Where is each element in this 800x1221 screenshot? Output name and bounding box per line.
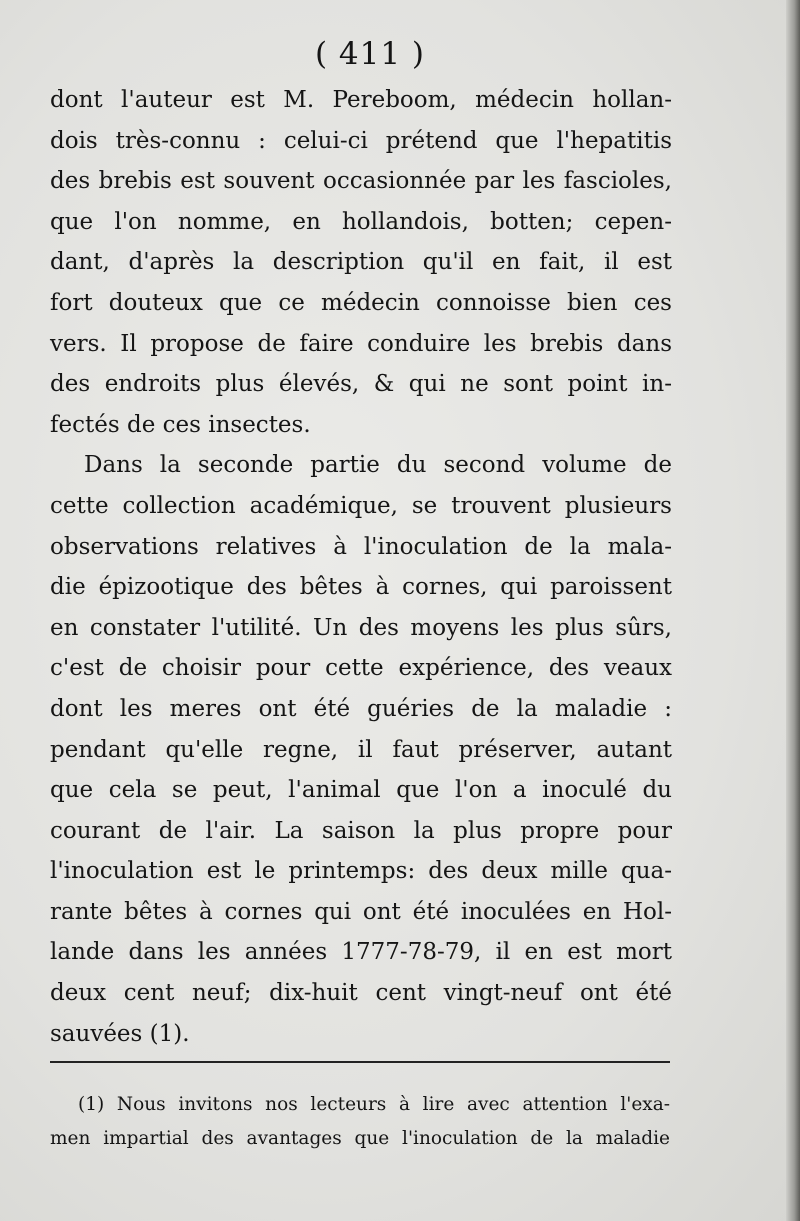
page-number: ( 411 ) [314,36,426,72]
text-line: en constater l'utilité. Un des moyens les plus sûrs, [50,614,672,641]
text-line: dont les meres ont été guéries de la maladie : [50,695,672,722]
text-line: courant de l'air. La saison la plus propre pour [50,817,672,844]
text-line: que cela se peut, l'animal que l'on a inoculé du [50,777,672,804]
text-line: rante bêtes à cornes qui ont été inoculées en Hol- [50,898,672,925]
text-line: vers. Il propose de faire conduire les brebis dans [50,330,672,357]
page-edge-shadow [786,0,800,1221]
text-line: deux cent neuf; dix-huit cent vingt-neuf ont été [50,980,672,1007]
text-line: observations relatives à l'inoculation de la mala- [50,533,672,560]
text-line: des brebis est souvent occasionnée par les fascioles, [50,168,672,195]
text-line: dont l'auteur est M. Pereboom, médecin hollan- [50,87,672,113]
text-line: que l'on nomme, en hollandois, botten; cepen- [50,208,672,235]
text-line: cette collection académique, se trouvent plusieurs [50,492,672,519]
text-line: c'est de choisir pour cette expérience, des veaux [50,655,672,682]
text-line: fectés de ces insectes. [50,411,311,438]
text-line: dant, d'après la description qu'il en fait, il est [50,249,672,276]
text-line: des endroits plus élevés, & qui ne sont point in- [50,371,672,398]
text-line: die épizootique des bêtes à cornes, qui paroissent [50,574,672,601]
text-line: sauvées (1). [50,1020,190,1047]
text-line: fort douteux que ce médecin connoisse bien ces [50,289,672,316]
footnote-line: men impartial des avantages que l'inoculation de la maladie [50,1128,670,1149]
footnote-line: (1) Nous invitons nos lecteurs à lire avec attention l'exa- [78,1094,670,1115]
main-text [50,80,672,1054]
text-line: dois très-connu : celui-ci prétend que l'hepatitis [50,127,672,154]
text-line: l'inoculation est le printemps: des deux mille qua- [50,858,672,885]
text-line: lande dans les années 1777-78-79, il en est mort [50,939,672,966]
footnote [50,1088,670,1156]
text-line: pendant qu'elle regne, il faut préserver, autant [50,736,672,763]
text-line: Dans la seconde partie du second volume de [84,452,672,479]
footnote-divider [50,1061,670,1063]
